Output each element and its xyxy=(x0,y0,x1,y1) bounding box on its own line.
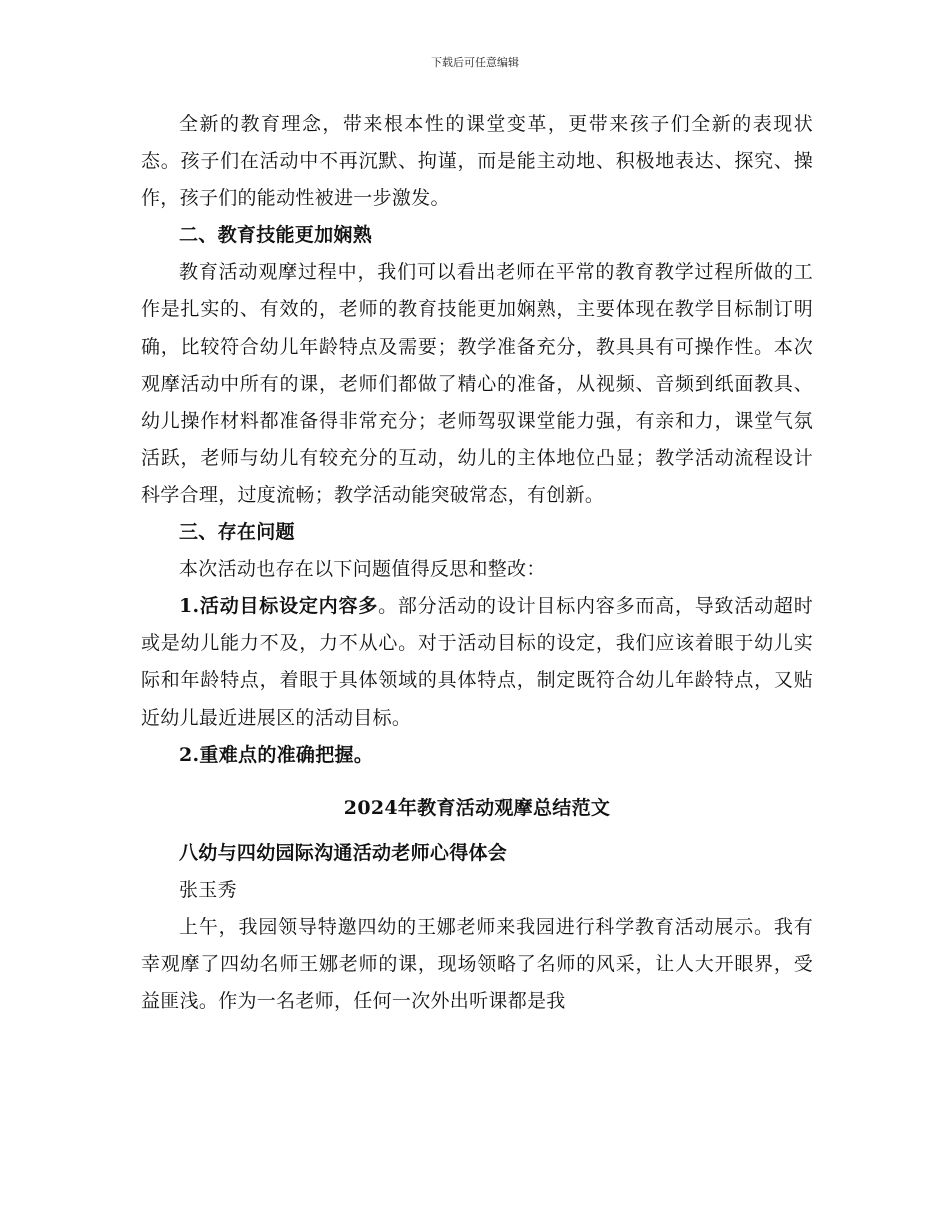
header-note: 下载后可任意编辑 xyxy=(431,56,519,69)
list-item-1-lead: 1.活动目标设定内容多 xyxy=(179,595,379,618)
section-heading-skills: 二、教育技能更加娴熟 xyxy=(179,224,373,247)
document-title: 2024年教育活动观摩总结范文 xyxy=(343,796,611,819)
paragraph-problems-intro: 本次活动也存在以下问题值得反思和整改： xyxy=(179,558,546,581)
list-item-1-text: 。部分活动的设计目标内容多而高，导致活动超时或是幼儿能力不及，力不从心。对于活动目标的设定，我们应该着眼于幼儿实际和年龄特点，着眼于具体领域的具体特点，制定既符合幼儿年龄特点，又贴近幼儿最近进展区的活动目标。 xyxy=(141,595,813,729)
document-body xyxy=(141,106,813,1020)
list-item-1 xyxy=(141,588,813,736)
list-item-2: 2.重难点的准确把握。 xyxy=(179,743,374,766)
paragraph-skills: 教育活动观摩过程中，我们可以看出老师在平常的教育教学过程所做的工作是扎实的、有效的，老师的教育技能更加娴熟，主要体现在教学目标制订明确，比较符合幼儿年龄特点及需要；教学准备充分，教具具有可操作性。本次观摩活动中所有的课，老师们都做了精心的准备，从视频、音频到纸面教具、幼儿操作材料都准备得非常充分；老师驾驭课堂能力强，有亲和力，课堂气氛活跃，老师与幼儿有较充分的互动，幼儿的主体地位凸显；教学活动流程设计科学合理，过度流畅；教学活动能突破常态，有创新。 xyxy=(141,261,813,506)
paragraph-observation: 上午，我园领导特邀四幼的王娜老师来我园进行科学教育活动展示。我有幸观摩了四幼名师王娜老师的课，现场领略了名师的风采，让人大开眼界，受益匪浅。作为一名老师，任何一次外出听课都是我 xyxy=(141,915,813,1012)
author-name: 张玉秀 xyxy=(179,878,237,901)
document-subtitle: 八幼与四幼园际沟通活动老师心得体会 xyxy=(179,841,508,864)
section-heading-problems: 三、存在问题 xyxy=(179,521,295,544)
paragraph-education-concept: 全新的教育理念，带来根本性的课堂变革，更带来孩子们全新的表现状态。孩子们在活动中不再沉默、拘谨，而是能主动地、积极地表达、探究、操作，孩子们的能动性被进一步激发。 xyxy=(141,113,813,210)
